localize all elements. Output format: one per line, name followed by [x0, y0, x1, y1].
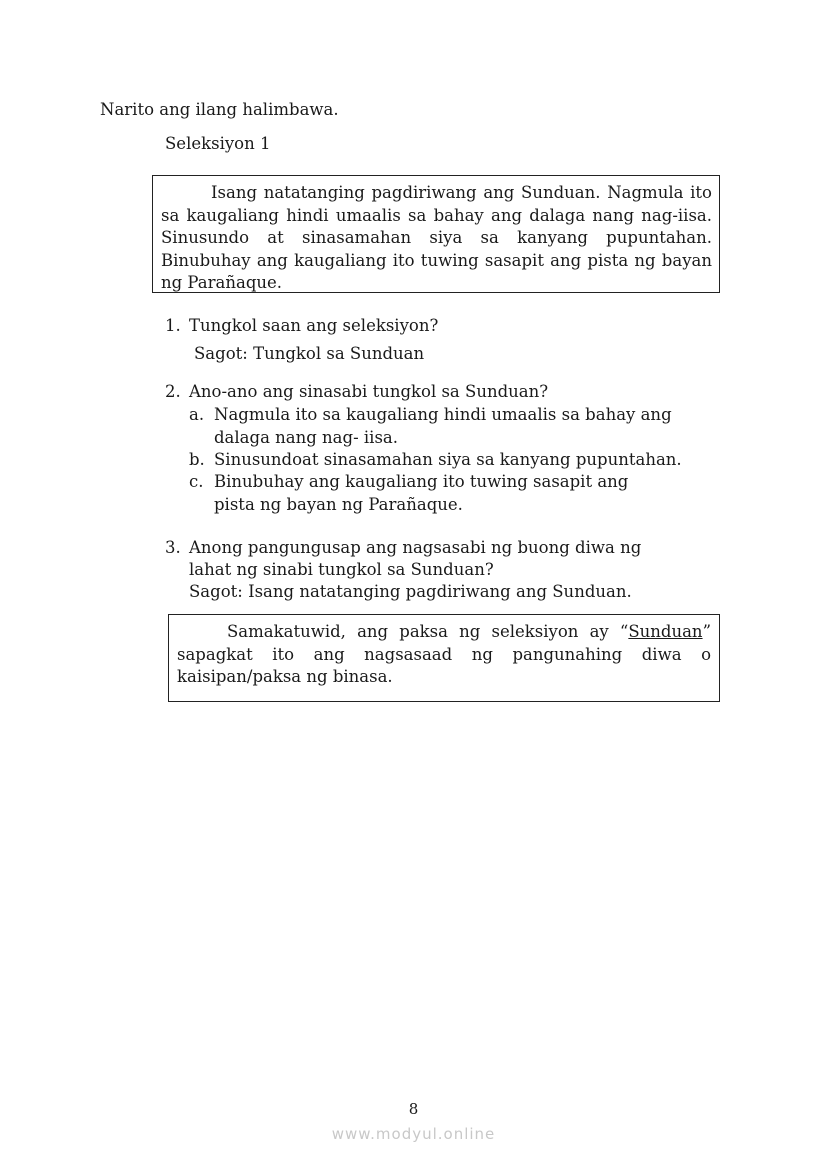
passage-box: [152, 175, 720, 293]
q1-number: 1.: [165, 316, 181, 335]
watermark: www.modyul.online: [331, 1125, 496, 1143]
conclusion-text: [177, 621, 711, 689]
q3-line1: Anong pangungusap ang nagsasabi ng buong diwa ng: [189, 538, 642, 557]
q2-item-a-line2: dalaga nang nag- iisa.: [214, 428, 399, 447]
conclusion-box: [168, 614, 720, 702]
conclusion-after: ” sapagkat ito ang nagsasaad ng pangunahing diwa o kaisipan/paksa ng binasa.: [177, 622, 711, 686]
q2-item-a-letter: a.: [189, 405, 205, 424]
q2-item-c-letter: c.: [189, 472, 204, 491]
intro-text: Narito ang ilang halimbawa.: [100, 100, 339, 119]
q2-number: 2.: [165, 382, 181, 401]
q3-number: 3.: [165, 538, 181, 557]
q2-item-c-line2: pista ng bayan ng Parañaque.: [214, 495, 463, 514]
passage-text: Isang natatanging pagdiriwang ang Sunduan. Nagmula ito sa kaugaliang hindi umaalis sa bahay ang dalaga nang nag-iisa. Sinusundo at sinasamahan siya sa kanyang pupuntahan. Binubuhay ang kaugaliang ito tuwing sasapit ang pista ng bayan ng Parañaque.: [161, 183, 712, 292]
q2-item-b-letter: b.: [189, 450, 205, 469]
q3-answer: Sagot: Isang natatanging pagdiriwang ang Sunduan.: [189, 582, 632, 601]
q2-item-a-line1: Nagmula ito sa kaugaliang hindi umaalis sa bahay ang: [214, 405, 672, 424]
q2-item-b-line1: Sinusundoat sinasamahan siya sa kanyang pupuntahan.: [214, 450, 682, 469]
conclusion-keyword: Sunduan: [628, 622, 703, 641]
selection-title: Seleksiyon 1: [165, 134, 271, 153]
conclusion-before: Samakatuwid, ang paksa ng seleksiyon ay “: [227, 622, 629, 641]
q3-line2: lahat ng sinabi tungkol sa Sunduan?: [189, 560, 494, 579]
q2-question: Ano-ano ang sinasabi tungkol sa Sunduan?: [189, 382, 549, 401]
q1-question: Tungkol saan ang seleksiyon?: [189, 316, 439, 335]
q1-answer: Sagot: Tungkol sa Sunduan: [194, 344, 425, 363]
q2-item-c-line1: Binubuhay ang kaugaliang ito tuwing sasapit ang: [214, 472, 629, 491]
page-number: 8: [408, 1100, 419, 1118]
